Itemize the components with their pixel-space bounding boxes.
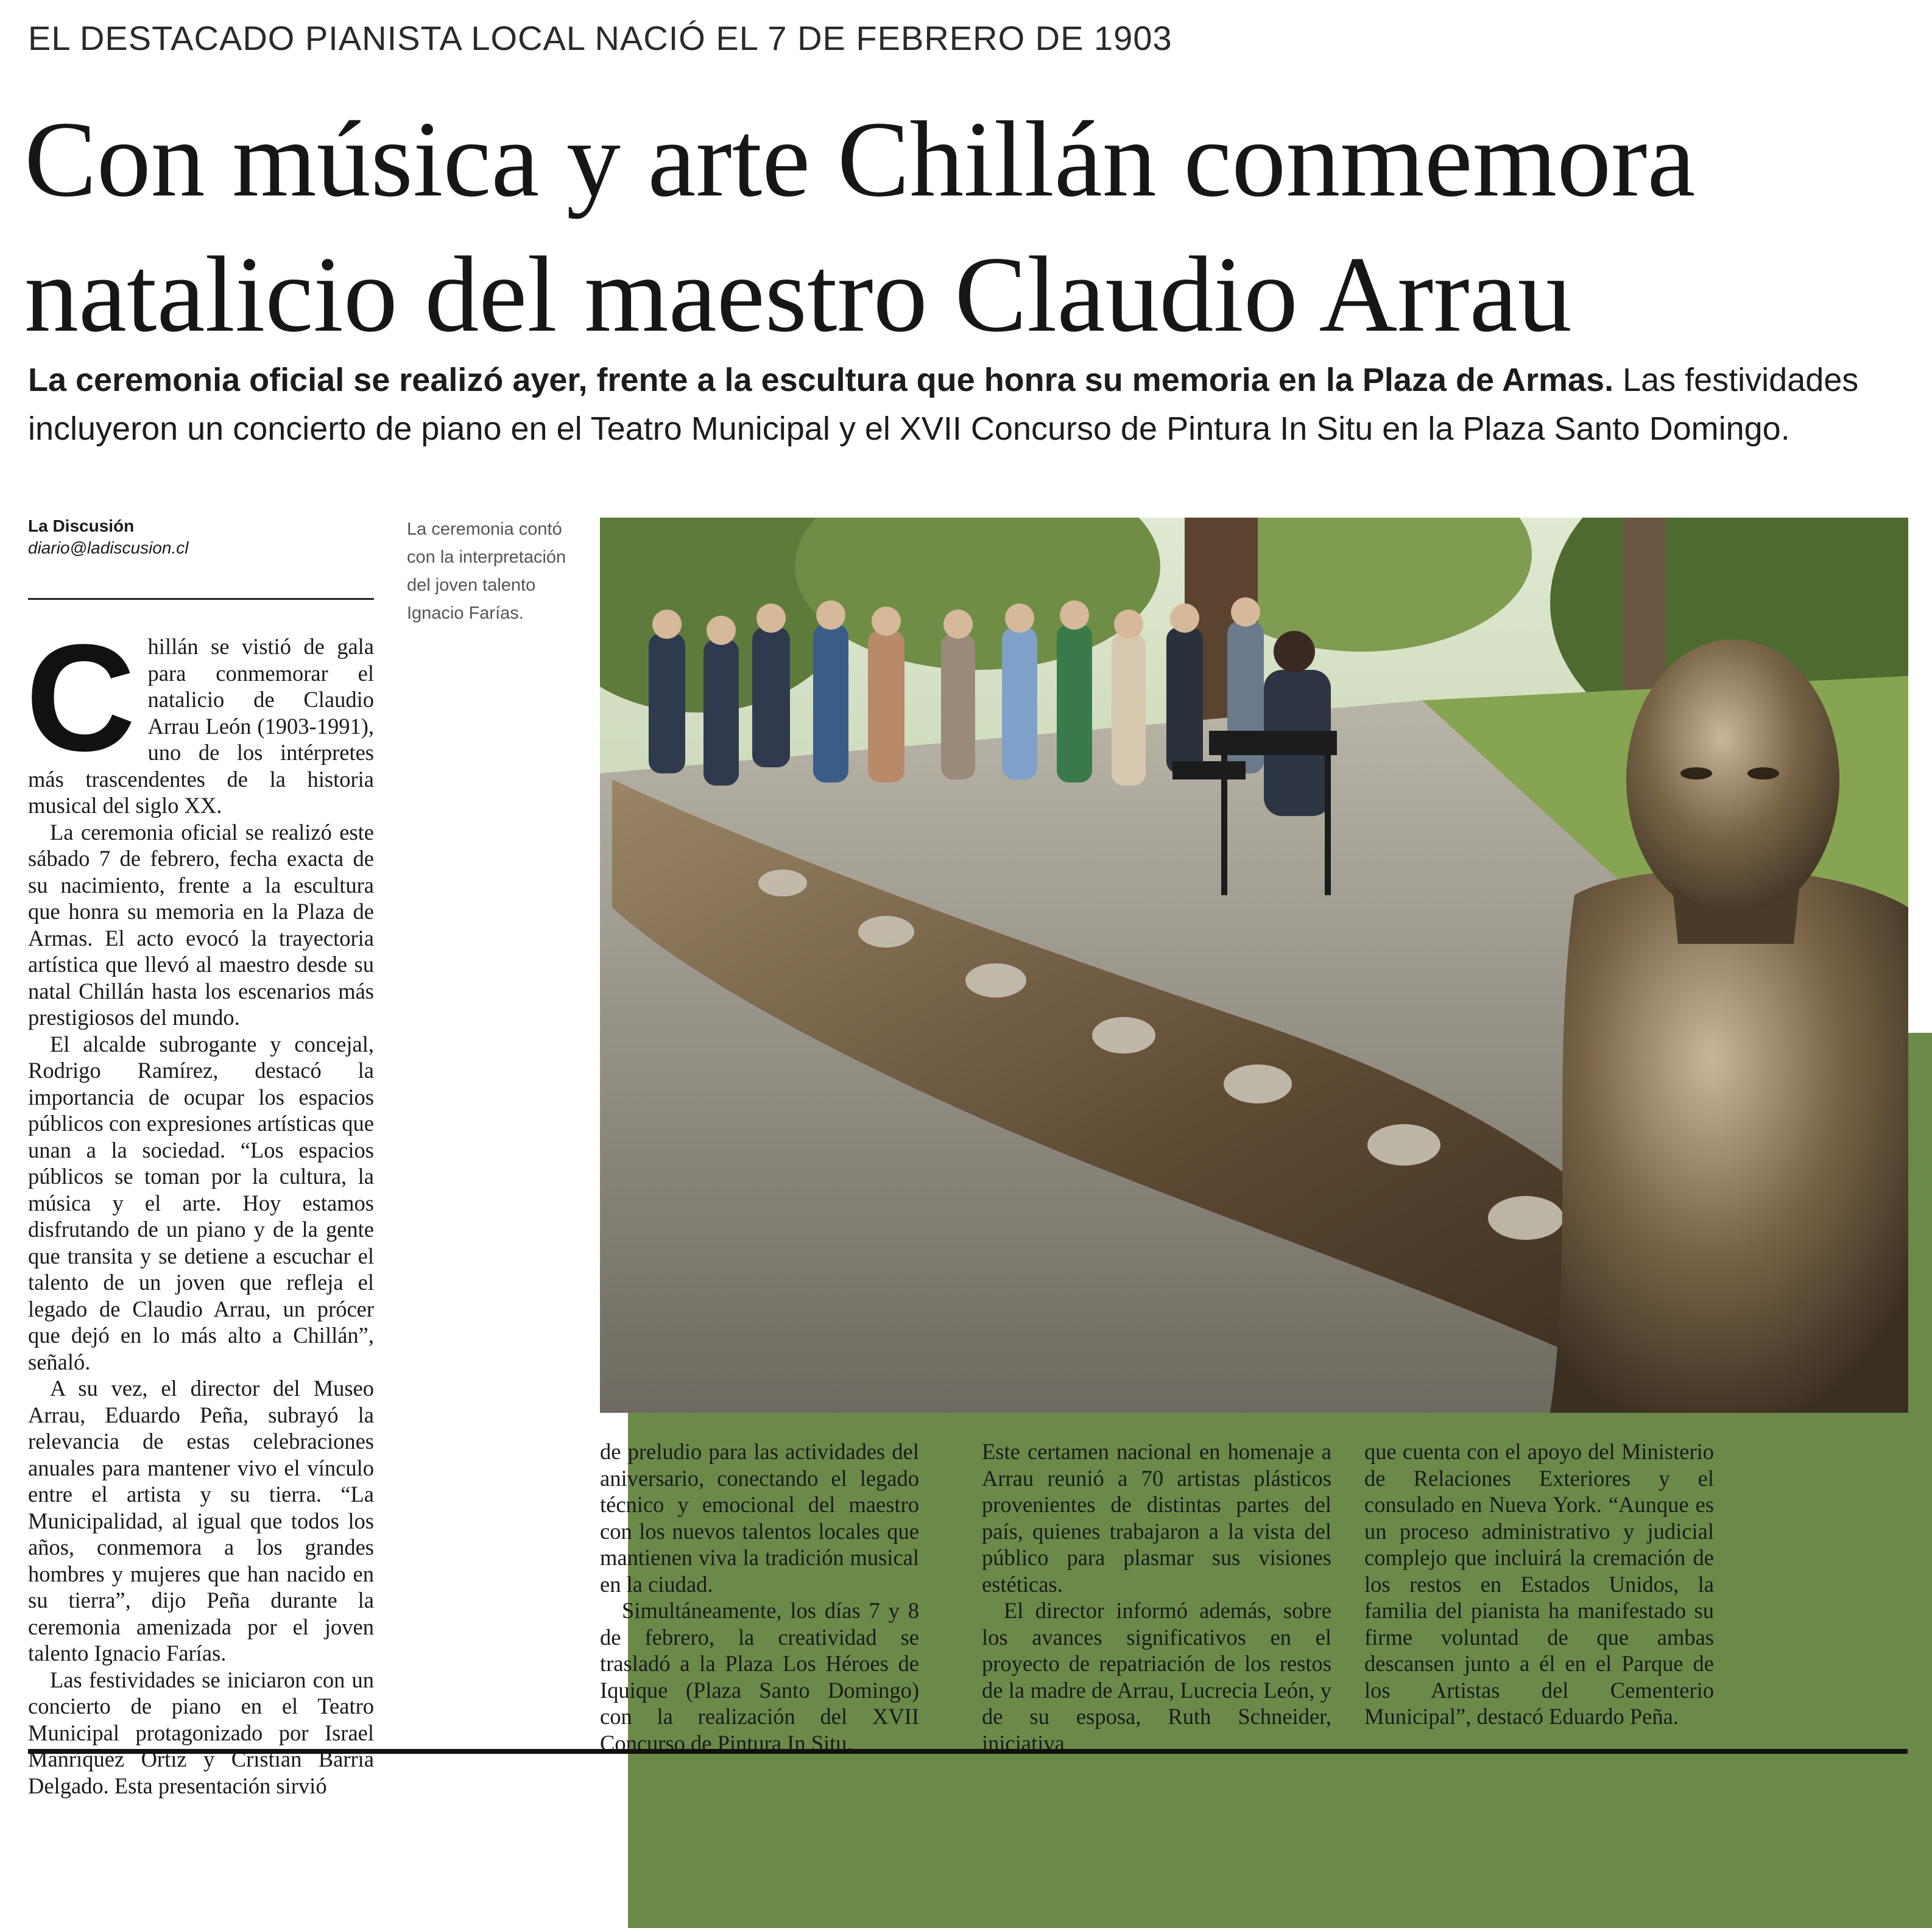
- paragraph-7: Simultáneamente, los días 7 y 8 de febrero, la creatividad se trasladó a la Plaza Los Héroes de Iquique (Plaza Santo Domingo) con la realización del XVII Concurso de Pintura In Situ.: [600, 1598, 919, 1756]
- bottom-rule: [28, 1749, 1908, 1754]
- article-column-2: [600, 1438, 919, 1756]
- byline-divider: [28, 598, 374, 600]
- paragraph-8: Este certamen nacional en homenaje a Arrau reunió a 70 artistas plásticos provenientes de distintas partes del país, quienes trabajaron a la vista del público para plasmar sus visiones estéticas.: [982, 1439, 1331, 1597]
- byline: [28, 515, 374, 559]
- article-photo: [600, 518, 1908, 1413]
- paragraph-2: La ceremonia oficial se realizó este sábado 7 de febrero, fecha exacta de su nacimiento, frente a la escultura que honra su memoria en la Plaza de Armas. El acto evocó la trayectoria artística que llevó al maestro desde su natal Chillán hasta los escenarios más prestigiosos del mundo.: [28, 819, 374, 1030]
- paragraph-6: de preludio para las actividades del aniversario, conectando el legado técnico y emocional del maestro con los nuevos talentos locales que mantienen viva la tradición musical en la ciudad.: [600, 1439, 919, 1597]
- article-column-3: [982, 1438, 1331, 1756]
- dek-bold: La ceremonia oficial se realizó ayer, frente a la escultura que honra su memoria en la Plaza de Armas.: [28, 362, 1614, 398]
- drop-cap: C: [26, 613, 136, 783]
- paragraph-10: que cuenta con el apoyo del Ministerio de Relaciones Exteriores y el consulado en Nueva York. “Aunque es un proceso administrativo y judicial complejo que incluirá la cremación de los restos en Estados Unidos, la familia del pianista ha manifestado su firme voluntad de que ambas descansen junto a él en el Parque de los Artistas del Cementerio Municipal”, destacó Eduardo Peña.: [1364, 1439, 1714, 1729]
- kicker: EL DESTACADO PIANISTA LOCAL NACIÓ EL 7 DE FEBRERO DE 1903: [28, 19, 1172, 57]
- headline-line-1: Con música y arte Chillán conmemora: [24, 99, 1696, 219]
- dek: [28, 356, 1916, 453]
- byline-source: La Discusión: [28, 516, 135, 535]
- article-column-4: [1364, 1438, 1714, 1730]
- paragraph-3: El alcalde subrogante y concejal, Rodrigo Ramírez, destacó la importancia de ocupar los espacios públicos con expresiones artísticas que unan a la sociedad. “Los espacios públicos se toman por la cultura, la música y el arte. Hoy estamos disfrutando de un piano y de la gente que transita y se detiene a escuchar el talento de un joven que refleja el legado de Claudio Arrau, un prócer que dejó en lo más alto a Chillán”, señaló.: [28, 1031, 374, 1374]
- headline-line-2: natalicio del maestro Claudio Arrau: [24, 234, 1572, 354]
- paragraph-4: A su vez, el director del Museo Arrau, Eduardo Peña, subrayó la relevancia de estas celebraciones anuales para mantener vivo el vínculo entre el artista y su tierra. “La Municipalidad, al igual que todos los años, conmemora a los grandes hombres y mujeres que han nacido en su tierra”, dijo Peña durante la ceremonia amenizada por el joven talento Ignacio Farías.: [28, 1376, 374, 1666]
- paragraph-1-text: hillán se vistió de gala para conmemorar el natalicio de Claudio Arrau León (1903-1991), uno de los intérpretes más trascendentes de la historia musical del siglo XX.: [28, 634, 374, 818]
- paragraph-9: El director informó además, sobre los avances significativos en el proyecto de repatriación de los restos de la madre de Arrau, Lucrecia León, y de su esposa, Ruth Schneider, iniciativa: [982, 1598, 1331, 1756]
- paragraph-5: Las festividades se iniciaron con un concierto de piano en el Teatro Municipal protagonizado por Israel Manríquez Ortiz y Cristian Barría Delgado. Esta presentación sirvió: [28, 1667, 374, 1798]
- dek-rest: Las festividades incluyeron un concierto de piano en el Teatro Municipal y el XVII Concurso de Pintura In Situ en la Plaza Santo Domingo.: [28, 362, 1859, 447]
- byline-email[interactable]: diario@ladiscusion.cl: [28, 538, 189, 557]
- photo-caption: La ceremonia contó con la interpretación del joven talento Ignacio Farías.: [407, 519, 566, 623]
- paragraph-1: [26, 613, 374, 819]
- article-column-1: [26, 613, 374, 1799]
- headline: [24, 91, 1913, 362]
